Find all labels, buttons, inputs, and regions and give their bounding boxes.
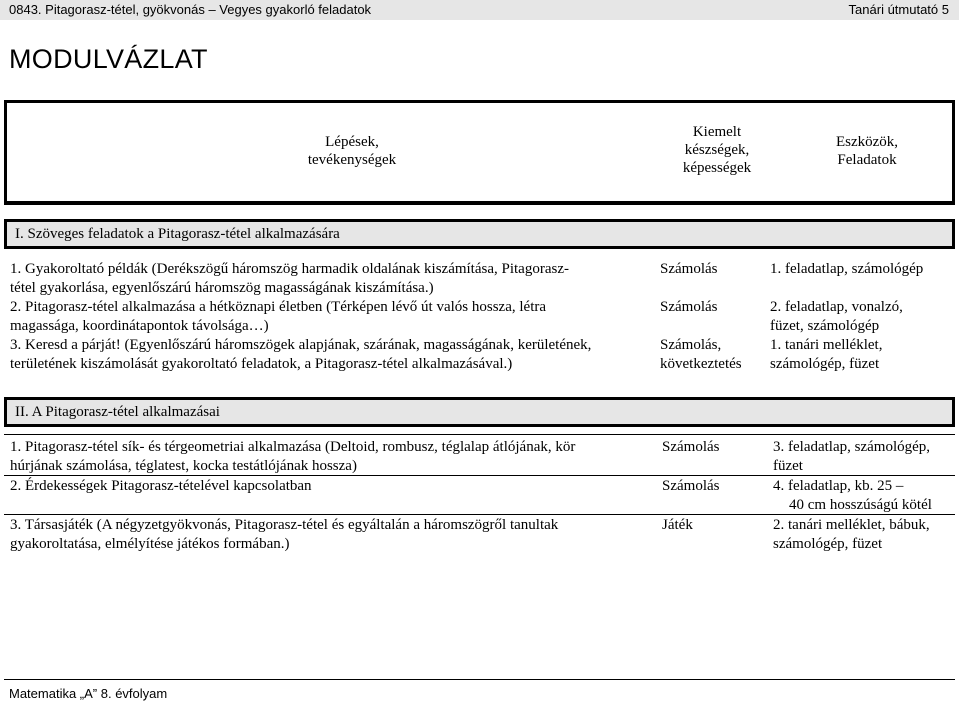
section-2-row-2-tools: [773, 477, 955, 514]
row-tool-line: 4. feladatlap, kb. 25 –: [773, 478, 904, 494]
section-1-row-3-text: [10, 336, 640, 373]
section-1-title: I. Szöveges feladatok a Pitagorasz-tétel alkalmazására: [4, 219, 955, 249]
row-tool-line: 1. tanári melléklet,: [770, 337, 883, 353]
section-1-row-2-tools: [770, 298, 955, 335]
row-tool-line: számológép, füzet: [770, 355, 880, 372]
section-1-row-3-tools: [770, 336, 955, 373]
column-steps-line: tevékenységek: [307, 152, 397, 168]
section-2-row-3-tools: [773, 516, 955, 553]
section-1-row-2-skills: [660, 298, 770, 317]
page-header: [0, 0, 959, 20]
row-skill-line: Számolás: [660, 261, 718, 277]
row-divider: [4, 514, 955, 515]
row-skill-line: Számolás,: [660, 337, 722, 353]
section-1-row-1-text: [10, 260, 640, 297]
row-text-line: magassága, koordinátapontok távolsága…): [10, 317, 269, 334]
section-1-row-1-tools: [770, 260, 955, 279]
row-text-line: tétel gyakorlása, egyenlőszárú háromszög magasságának kiszámítása.): [10, 279, 434, 296]
row-text-line: 1. Gyakoroltató példák (Derékszögű háromszög harmadik oldalának kiszámítása, Pitagorasz-: [10, 261, 569, 277]
row-text-line: húrjának számolása, téglatest, kocka testátlójának hossza): [10, 457, 357, 474]
column-skills-line: készségek,: [684, 142, 750, 158]
row-tool-line: 2. tanári melléklet, bábuk,: [773, 517, 930, 533]
section-1-row-1-skills: [660, 260, 770, 279]
column-tools-line: Feladatok: [837, 152, 897, 168]
row-text-line: területének kiszámolását gyakoroltató feladatok, a Pitagorasz-tétel alkalmazásával.): [10, 355, 513, 372]
row-tool-line: 40 cm hosszúságú kötél: [789, 496, 932, 513]
column-steps: [272, 133, 432, 169]
section-2-top-rule: [4, 434, 955, 435]
row-text-line: 2. Érdekességek Pitagorasz-tételével kapcsolatban: [10, 478, 312, 494]
section-2-row-1-skills: [662, 438, 762, 457]
section-2-row-3-skills: [662, 516, 762, 535]
column-tools-line: Eszközök,: [835, 134, 899, 150]
row-divider: [4, 475, 955, 476]
section-1-row-2-text: [10, 298, 640, 335]
section-2-row-3-text: [10, 516, 640, 553]
row-text-line: 2. Pitagorasz-tétel alkalmazása a hétköznapi életben (Térképen lévő út valós hossza, létra: [10, 299, 547, 315]
row-text-line: 3. Társasjáték (A négyzetgyökvonás, Pitagorasz-tétel és egyáltalán a háromszögről tanultak: [10, 517, 559, 533]
row-tool-line: 2. feladatlap, vonalzó,: [770, 299, 903, 315]
row-text-line: gyakoroltatása, elmélyítése játékos formában.): [10, 535, 290, 552]
column-skills-line: képességek: [682, 160, 752, 176]
row-tool-line: számológép, füzet: [773, 535, 883, 552]
row-skill-line: Számolás: [662, 478, 720, 494]
column-skills-line: Kiemelt: [692, 124, 742, 140]
row-tool-line: 1. feladatlap, számológép: [770, 261, 924, 277]
column-header-box: [4, 100, 955, 205]
row-skill-line: Számolás: [660, 299, 718, 315]
row-skill-line: következtetés: [660, 355, 742, 372]
column-skills: [657, 123, 777, 177]
column-steps-line: Lépések,: [325, 134, 379, 150]
row-skill-line: Számolás: [662, 439, 720, 455]
row-tool-line: füzet, számológép: [770, 317, 880, 334]
row-tool-line: 3. feladatlap, számológép,: [773, 439, 931, 455]
page-label: Tanári útmutató 5: [848, 2, 949, 17]
section-2-title: II. A Pitagorasz-tétel alkalmazásai: [4, 397, 955, 427]
row-tool-line: füzet: [773, 457, 803, 474]
column-tools: [807, 133, 927, 169]
section-2-row-2-text: [10, 477, 640, 496]
section-2-row-1-tools: [773, 438, 955, 475]
section-1-row-3-skills: [660, 336, 770, 373]
row-skill-line: Játék: [662, 517, 693, 533]
page-footer: Matematika „A” 8. évfolyam: [9, 686, 168, 701]
page-title: MODULVÁZLAT: [9, 44, 208, 74]
section-2-row-2-skills: [662, 477, 762, 496]
row-text-line: 1. Pitagorasz-tétel sík- és térgeometriai alkalmazása (Deltoid, rombusz, téglalap átlójának, kör: [10, 439, 576, 455]
row-text-line: 3. Keresd a párját! (Egyenlőszárú háromszögek alapjának, szárának, magasságának, kerületének,: [10, 337, 592, 353]
footer-rule: [4, 679, 955, 680]
section-2-row-1-text: [10, 438, 640, 475]
document-title: 0843. Pitagorasz-tétel, gyökvonás – Vegyes gyakorló feladatok: [9, 2, 372, 17]
